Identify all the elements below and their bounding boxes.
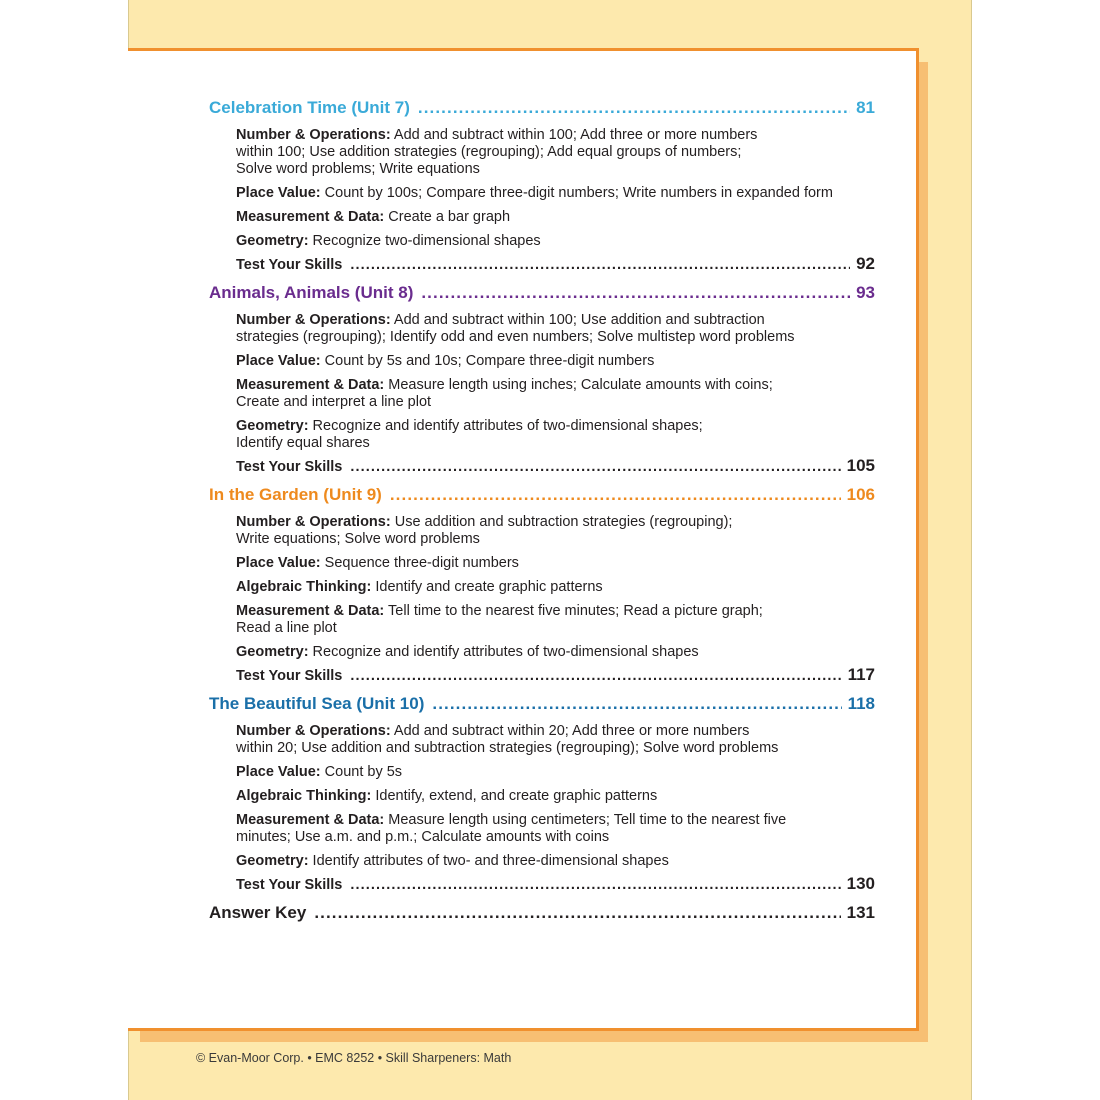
skill-text: Sequence three-digit numbers — [320, 555, 519, 571]
dot-leader — [350, 253, 850, 277]
skill-label: Number & Operations: — [236, 127, 391, 143]
skill-text-continued: strategies (regrouping); Identify odd and even numbers; Solve multistep word problems — [236, 329, 795, 345]
skill-text-continued: Identify equal shares — [236, 435, 370, 451]
skill-text: Identify and create graphic patterns — [371, 579, 603, 595]
test-label: Test Your Skills — [236, 668, 343, 684]
unit-title: In the Garden (Unit 9) — [209, 485, 382, 504]
unit-title: Animals, Animals (Unit 8) — [209, 283, 414, 302]
skill-label: Place Value: — [236, 764, 321, 780]
answer-key-label: Answer Key — [209, 903, 307, 922]
skill-text: Measure length using centimeters; Tell time to the nearest five — [384, 812, 787, 828]
skill-description — [209, 555, 836, 572]
skill-text: Count by 5s — [320, 764, 403, 780]
skill-description — [209, 603, 836, 637]
test-page: 130 — [846, 874, 875, 893]
unit-heading[interactable] — [209, 280, 875, 305]
skill-text: Add and subtract within 20; Add three or more numbers — [390, 723, 750, 739]
skill-description — [209, 127, 836, 178]
skill-text: Use addition and subtraction strategies (regrouping); — [390, 514, 733, 530]
test-your-skills-entry[interactable] — [209, 252, 875, 276]
skill-text-continued: Read a line plot — [236, 620, 337, 636]
skill-text: Count by 100s; Compare three-digit numbers; Write numbers in expanded form — [320, 185, 833, 201]
skill-text: Measure length using inches; Calculate amounts with coins; — [384, 377, 773, 393]
unit-heading[interactable] — [209, 691, 875, 716]
skill-description — [209, 788, 836, 805]
unit-title: Celebration Time (Unit 7) — [209, 98, 410, 117]
skill-text: Add and subtract within 100; Use addition and subtraction — [390, 312, 765, 328]
skill-text: Count by 5s and 10s; Compare three-digit numbers — [320, 353, 655, 369]
skill-label: Measurement & Data: — [236, 812, 385, 828]
skill-description — [209, 233, 836, 250]
skill-text-continued: Write equations; Solve word problems — [236, 531, 480, 547]
skill-label: Geometry: — [236, 644, 309, 660]
skill-description — [209, 723, 836, 757]
skill-text: Recognize two-dimensional shapes — [308, 233, 541, 249]
skill-text-continued: Create and interpret a line plot — [236, 394, 432, 410]
dot-leader — [421, 280, 850, 305]
dot-leader — [418, 95, 850, 120]
skill-description — [209, 312, 836, 346]
skill-description — [209, 644, 836, 661]
skill-label: Measurement & Data: — [236, 209, 385, 225]
page-footer: © Evan-Moor Corp. • EMC 8252 • Skill Sharpeners: Math — [196, 1051, 512, 1065]
test-your-skills-entry[interactable] — [209, 872, 875, 896]
table-of-contents — [209, 95, 875, 926]
dot-leader — [432, 691, 841, 716]
unit-block — [209, 691, 875, 896]
skill-label: Place Value: — [236, 353, 321, 369]
skill-label: Geometry: — [236, 853, 309, 869]
unit-page: 106 — [846, 485, 875, 504]
unit-list — [209, 95, 875, 896]
skill-text-continued: minutes; Use a.m. and p.m.; Calculate amounts with coins — [236, 829, 610, 845]
unit-block — [209, 482, 875, 687]
test-your-skills-entry[interactable] — [209, 663, 875, 687]
test-page: 92 — [856, 254, 875, 273]
skill-text: Create a bar graph — [384, 209, 511, 225]
unit-block — [209, 280, 875, 478]
dot-leader — [390, 482, 841, 507]
skill-description — [209, 418, 836, 452]
skill-description — [209, 514, 836, 548]
skill-text: Recognize and identify attributes of two-dimensional shapes; — [308, 418, 703, 434]
skill-text: Add and subtract within 100; Add three or more numbers — [390, 127, 758, 143]
skill-text: Identify, extend, and create graphic patterns — [371, 788, 658, 804]
skill-label: Measurement & Data: — [236, 377, 385, 393]
unit-heading[interactable] — [209, 95, 875, 120]
test-label: Test Your Skills — [236, 459, 343, 475]
skill-text-continued: within 20; Use addition and subtraction strategies (regrouping); Solve word problems — [236, 740, 779, 756]
dot-leader — [350, 664, 841, 688]
unit-block — [209, 95, 875, 276]
skill-label: Measurement & Data: — [236, 603, 385, 619]
test-label: Test Your Skills — [236, 877, 343, 893]
dot-leader — [350, 455, 840, 479]
test-page: 117 — [847, 665, 875, 684]
unit-page: 81 — [856, 98, 875, 117]
skill-description — [209, 812, 836, 846]
test-label: Test Your Skills — [236, 257, 343, 273]
test-page: 105 — [846, 456, 875, 475]
skill-text: Recognize and identify attributes of two-dimensional shapes — [308, 644, 699, 660]
unit-page: 93 — [856, 283, 875, 302]
skill-label: Algebraic Thinking: — [236, 788, 372, 804]
skill-description — [209, 579, 836, 596]
skill-label: Number & Operations: — [236, 723, 391, 739]
unit-title: The Beautiful Sea (Unit 10) — [209, 694, 425, 713]
test-your-skills-entry[interactable] — [209, 454, 875, 478]
skill-label: Algebraic Thinking: — [236, 579, 372, 595]
dot-leader — [314, 900, 840, 926]
skill-text-continued: Solve word problems; Write equations — [236, 161, 480, 177]
skill-description — [209, 764, 836, 781]
skill-text: Tell time to the nearest five minutes; Read a picture graph; — [384, 603, 763, 619]
skill-text-continued: within 100; Use addition strategies (regrouping); Add equal groups of numbers; — [236, 144, 742, 160]
skill-description — [209, 353, 836, 370]
skill-label: Geometry: — [236, 233, 309, 249]
answer-key-entry[interactable] — [209, 900, 875, 926]
skill-label: Number & Operations: — [236, 312, 391, 328]
skill-label: Geometry: — [236, 418, 309, 434]
skill-description — [209, 377, 836, 411]
unit-heading[interactable] — [209, 482, 875, 507]
answer-key-page: 131 — [846, 903, 875, 922]
skill-text: Identify attributes of two- and three-dimensional shapes — [308, 853, 669, 869]
skill-description — [209, 209, 836, 226]
skill-description — [209, 185, 836, 202]
unit-page: 118 — [847, 694, 875, 713]
skill-description — [209, 853, 836, 870]
dot-leader — [350, 873, 840, 897]
skill-label: Place Value: — [236, 185, 321, 201]
skill-label: Place Value: — [236, 555, 321, 571]
skill-label: Number & Operations: — [236, 514, 391, 530]
